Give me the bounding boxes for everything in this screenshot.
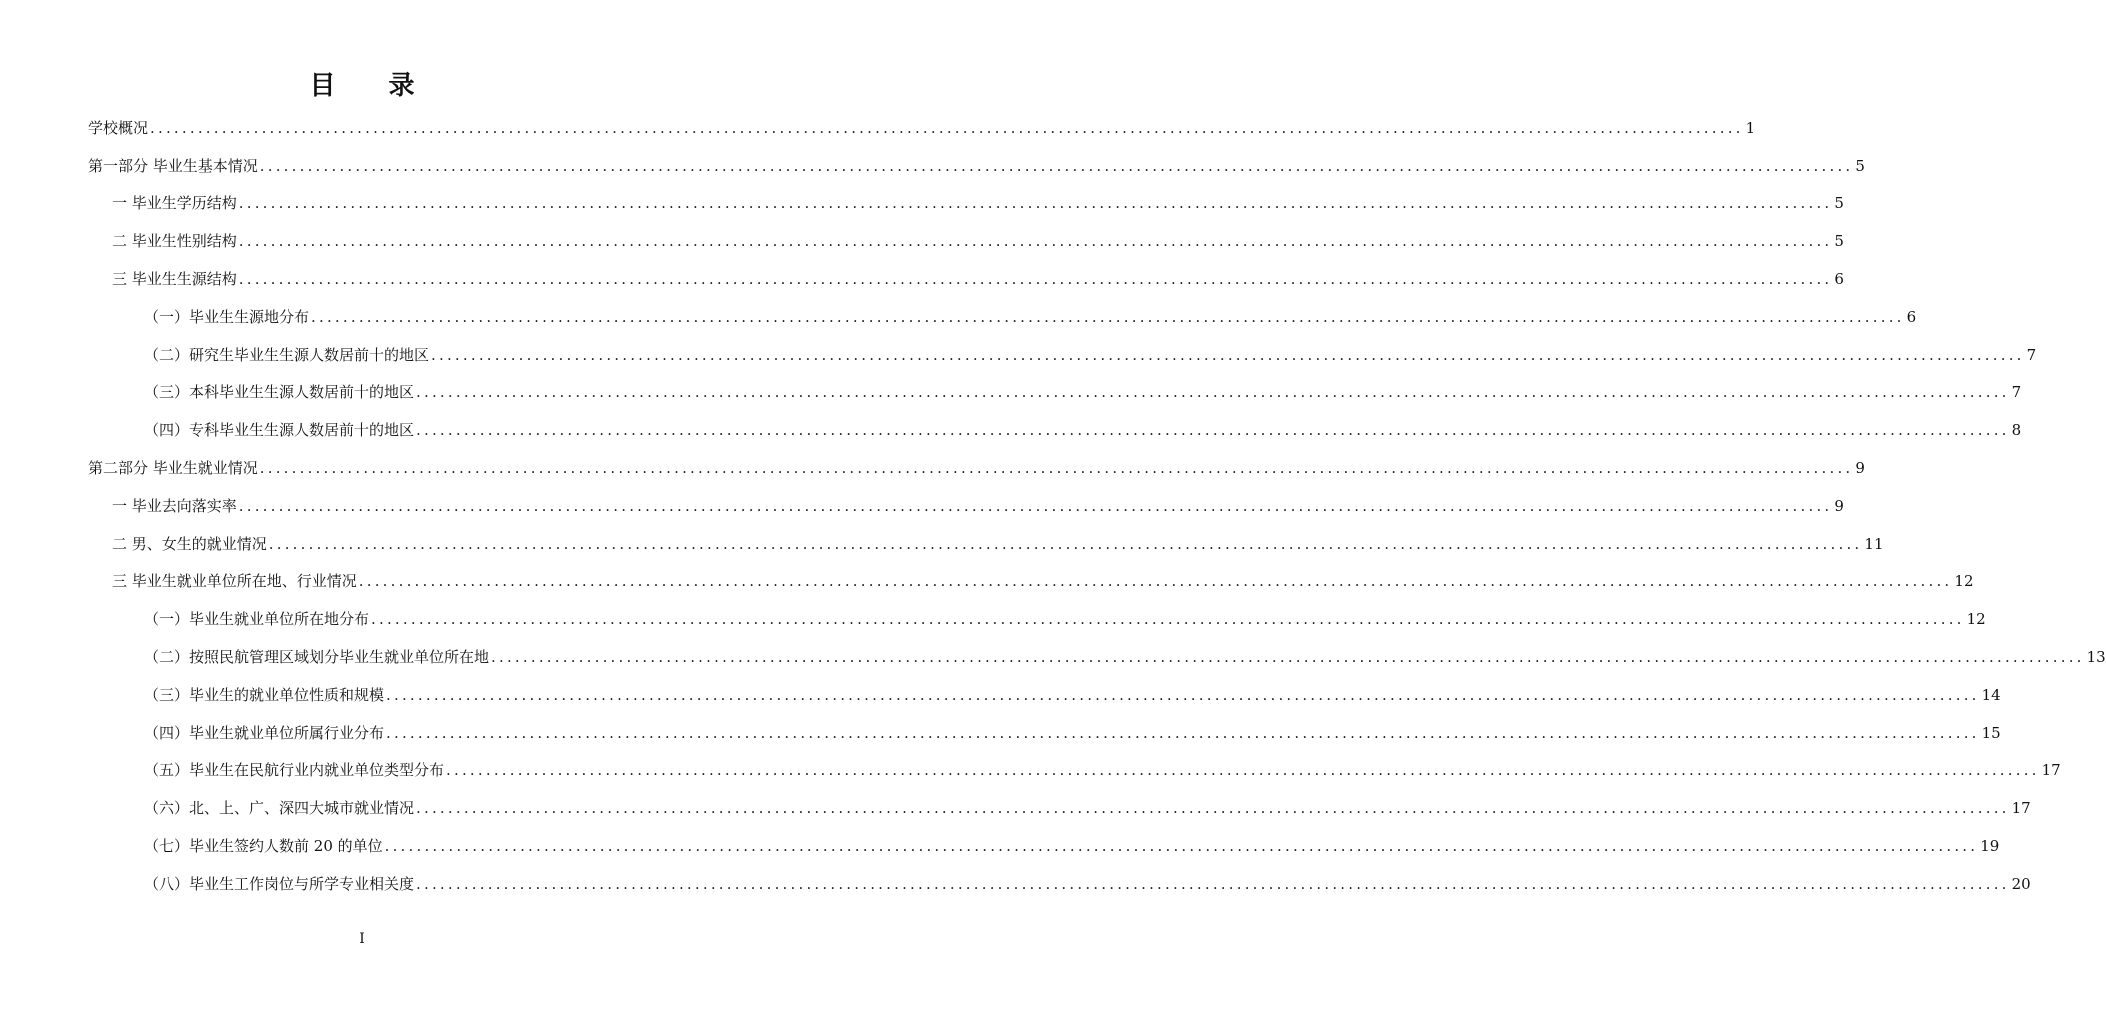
toc-entry-page-number: 17	[2011, 799, 2031, 818]
toc-entry-title: 一 毕业生学历结构	[112, 194, 237, 213]
toc-dot-leader: ........................................................................................................................................................................................................	[268, 534, 1863, 553]
toc-entry-title: 学校概况	[88, 118, 149, 137]
toc-dot-leader: ........................................................................................................................................................................................................	[386, 685, 1980, 704]
toc-entry-page-number: 14	[1981, 685, 2001, 704]
toc-entry-title: 三 毕业生就业单位所在地、行业情况	[112, 572, 357, 591]
toc-dot-leader: ........................................................................................................................................................................................................	[416, 874, 2010, 893]
toc-dot-leader: ........................................................................................................................................................................................................	[259, 459, 1854, 478]
toc-dot-leader: ........................................................................................................................................................................................................	[238, 270, 1833, 289]
toc-entry-page-number: 20	[2011, 874, 2031, 893]
toc-dot-leader: ........................................................................................................................................................................................................	[150, 118, 1744, 137]
toc-entry[interactable]	[88, 298, 1917, 336]
toc-entry[interactable]	[88, 827, 2000, 865]
toc-entry[interactable]	[88, 865, 2031, 903]
table-of-contents	[88, 109, 2106, 903]
toc-entry-title: （三）毕业生的就业单位性质和规模	[144, 685, 385, 704]
toc-dot-leader: ........................................................................................................................................................................................................	[238, 232, 1833, 251]
toc-entry-title: （六）北、上、广、深四大城市就业情况	[144, 799, 415, 818]
toc-entry-title: 二 男、女生的就业情况	[112, 534, 267, 553]
toc-entry-page-number: 6	[1906, 307, 1917, 326]
toc-entry-page-number: 12	[1966, 610, 1986, 629]
toc-entry[interactable]	[88, 260, 1844, 298]
toc-entry-title: （八）毕业生工作岗位与所学专业相关度	[144, 874, 415, 893]
toc-entry-page-number: 17	[2041, 761, 2061, 780]
toc-entry[interactable]	[88, 449, 1865, 487]
toc-entry[interactable]	[88, 714, 2001, 752]
toc-entry-title: （一）毕业生就业单位所在地分布	[144, 610, 370, 629]
toc-dot-leader: ........................................................................................................................................................................................................	[259, 156, 1854, 175]
toc-entry-title: （一）毕业生生源地分布	[144, 307, 310, 326]
toc-entry-page-number: 5	[1855, 156, 1865, 175]
toc-entry-title: 二 毕业生性别结构	[112, 232, 237, 251]
toc-entry-title: 一 毕业去向落实率	[112, 496, 237, 515]
toc-entry[interactable]	[88, 147, 1865, 185]
toc-entry-title: （二）研究生毕业生生源人数居前十的地区	[144, 345, 430, 364]
toc-entry-page-number: 6	[1834, 270, 1844, 289]
toc-entry-page-number: 5	[1834, 232, 1844, 251]
toc-dot-leader: ........................................................................................................................................................................................................	[416, 799, 2010, 818]
toc-dot-leader: ........................................................................................................................................................................................................	[491, 648, 2085, 667]
toc-dot-leader: ........................................................................................................................................................................................................	[358, 572, 1953, 591]
toc-entry-title: （二）按照民航管理区域划分毕业生就业单位所在地	[144, 648, 490, 667]
toc-entry[interactable]	[88, 563, 1974, 601]
toc-entry-title: （四）专科毕业生生源人数居前十的地区	[144, 421, 415, 440]
toc-entry[interactable]	[88, 185, 1844, 223]
toc-entry[interactable]	[88, 676, 2001, 714]
toc-entry[interactable]	[88, 411, 2022, 449]
toc-title: 目 录	[309, 71, 437, 101]
toc-entry-page-number: 19	[1980, 837, 2000, 856]
toc-entry-page-number: 11	[1864, 534, 1884, 553]
toc-entry[interactable]	[88, 374, 2022, 412]
toc-entry-page-number: 9	[1834, 496, 1844, 515]
toc-entry-title: （五）毕业生在民航行业内就业单位类型分布	[144, 761, 445, 780]
toc-entry[interactable]	[88, 487, 1844, 525]
toc-entry[interactable]	[88, 336, 2037, 374]
page-number-footer: I	[359, 931, 365, 947]
toc-entry[interactable]	[88, 109, 1756, 147]
toc-dot-leader: ........................................................................................................................................................................................................	[416, 383, 2010, 402]
toc-entry-page-number: 7	[2026, 345, 2037, 364]
toc-entry-title: （七）毕业生签约人数前 20 的单位	[144, 837, 383, 856]
toc-entry-page-number: 12	[1954, 572, 1974, 591]
toc-entry-page-number: 5	[1834, 194, 1844, 213]
toc-entry[interactable]	[88, 600, 1986, 638]
toc-entry-page-number: 1	[1745, 118, 1756, 137]
toc-entry[interactable]	[88, 752, 2061, 790]
toc-dot-leader: ........................................................................................................................................................................................................	[311, 307, 1905, 326]
toc-dot-leader: ........................................................................................................................................................................................................	[238, 496, 1833, 515]
toc-entry[interactable]	[88, 789, 2031, 827]
toc-entry-title: （四）毕业生就业单位所属行业分布	[144, 723, 385, 742]
toc-dot-leader: ........................................................................................................................................................................................................	[386, 723, 1980, 742]
toc-entry-page-number: 9	[1855, 459, 1865, 478]
toc-entry[interactable]	[88, 638, 2106, 676]
toc-entry-title: 第二部分 毕业生就业情况	[88, 459, 258, 478]
toc-entry[interactable]	[88, 525, 1884, 563]
toc-dot-leader: ........................................................................................................................................................................................................	[371, 610, 1965, 629]
toc-dot-leader: ........................................................................................................................................................................................................	[446, 761, 2040, 780]
toc-entry-page-number: 15	[1981, 723, 2001, 742]
toc-dot-leader: ........................................................................................................................................................................................................	[238, 194, 1833, 213]
toc-entry-page-number: 7	[2011, 383, 2022, 402]
toc-dot-leader: ........................................................................................................................................................................................................	[416, 421, 2010, 440]
toc-entry-title: 三 毕业生生源结构	[112, 270, 237, 289]
toc-entry-page-number: 8	[2011, 421, 2022, 440]
toc-entry-title: （三）本科毕业生生源人数居前十的地区	[144, 383, 415, 402]
toc-dot-leader: ........................................................................................................................................................................................................	[431, 345, 2025, 364]
toc-entry-page-number: 13	[2086, 648, 2106, 667]
toc-entry[interactable]	[88, 222, 1844, 260]
toc-entry-title: 第一部分 毕业生基本情况	[88, 156, 258, 175]
toc-dot-leader: ........................................................................................................................................................................................................	[384, 837, 1979, 856]
